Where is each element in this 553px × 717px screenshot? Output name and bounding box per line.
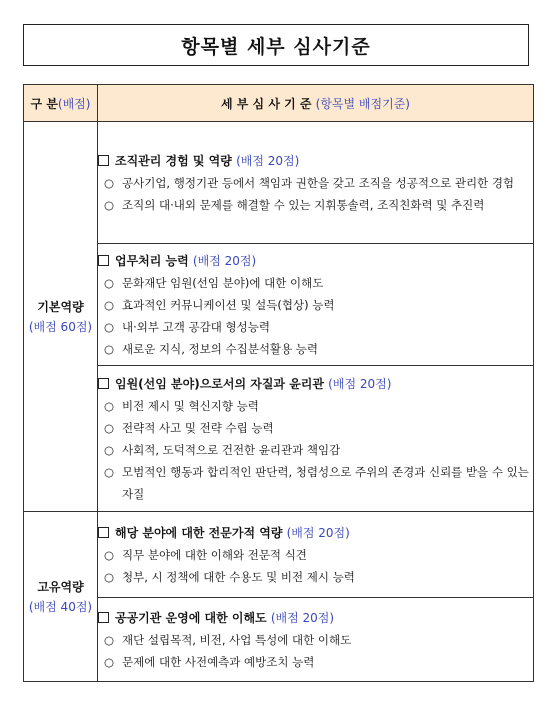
criteria-table [23,84,534,682]
criteria-item [98,122,534,244]
list-item: ○ 전략적 사고 및 전략 수립 능력 [104,420,274,435]
list-item: ○ 재단 설립목적, 비전, 사업 특성에 대한 이해도 [104,632,352,647]
table-row [24,512,534,598]
list-item: ○ 문제에 대한 사전예측과 예방조치 능력 [104,654,315,669]
header-criteria: 세 부 심 사 기 준 (항목별 배점기준) [98,85,534,122]
document-title-box [23,24,529,66]
list-item: ○ 공사기업, 행정기관 등에서 책임과 권한을 갖고 조직을 성공적으로 관리한 경험 [104,175,515,190]
list-item: ○ 조직의 대·내외 문제를 해결할 수 있는 지휘통솔력, 조직친화력 및 추진력 [104,197,485,212]
list-item: ○ 새로운 지식, 정보의 수집분석활용 능력 [104,341,319,356]
item-heading: 임원(선임 분야)으로서의 자질과 윤리관 (배점 20점) [98,373,533,395]
table-row [24,598,534,682]
item-heading: 조직관리 경험 및 역량 (배점 20점) [98,150,533,172]
table-header-row [24,85,534,122]
document-title: 항목별 세부 심사기준 [181,35,371,58]
criteria-item [98,244,534,366]
table-row [24,244,534,366]
list-item: ○ 청부, 시 정책에 대한 수용도 및 비전 제시 능력 [104,569,355,584]
table-row [24,122,534,244]
group-label-core: 고유역량 (배점 40점) [24,512,98,682]
checkbox-square-icon [98,155,109,166]
item-heading: 업무처리 능력 (배점 20점) [98,250,533,272]
list-item: ○ 비전 제시 및 혁신지향 능력 [104,398,259,413]
item-heading: 해당 분야에 대한 전문가적 역량 (배점 20점) [98,522,533,544]
checkbox-square-icon [98,612,109,623]
list-item: ○ 문화재단 임원(선임 분야)에 대한 이해도 [104,275,324,290]
list-item: ○ 모범적인 행동과 합리적인 판단력, 청렴성으로 주위의 존경과 신뢰를 받을 수 있는 자질 [104,464,529,501]
criteria-item [98,512,534,598]
list-item: ○ 직무 분야에 대한 이해와 전문적 식견 [104,547,307,562]
checkbox-square-icon [98,255,109,266]
group-label-basic: 기본역량 (배점 60점) [24,122,98,512]
table-row [24,366,534,512]
list-item: ○ 내·외부 고객 공감대 형성능력 [104,319,270,334]
criteria-item [98,598,534,682]
list-item: ○ 사회적, 도덕적으로 건전한 윤리관과 책임감 [104,442,341,457]
checkbox-square-icon [98,378,109,389]
list-item: ○ 효과적인 커뮤니케이션 및 설득(협상) 능력 [104,297,335,312]
criteria-item [98,366,534,512]
item-heading: 공공기관 운영에 대한 이해도 (배점 20점) [98,607,533,629]
header-category: 구 분(배점) [24,85,98,122]
checkbox-square-icon [98,527,109,538]
